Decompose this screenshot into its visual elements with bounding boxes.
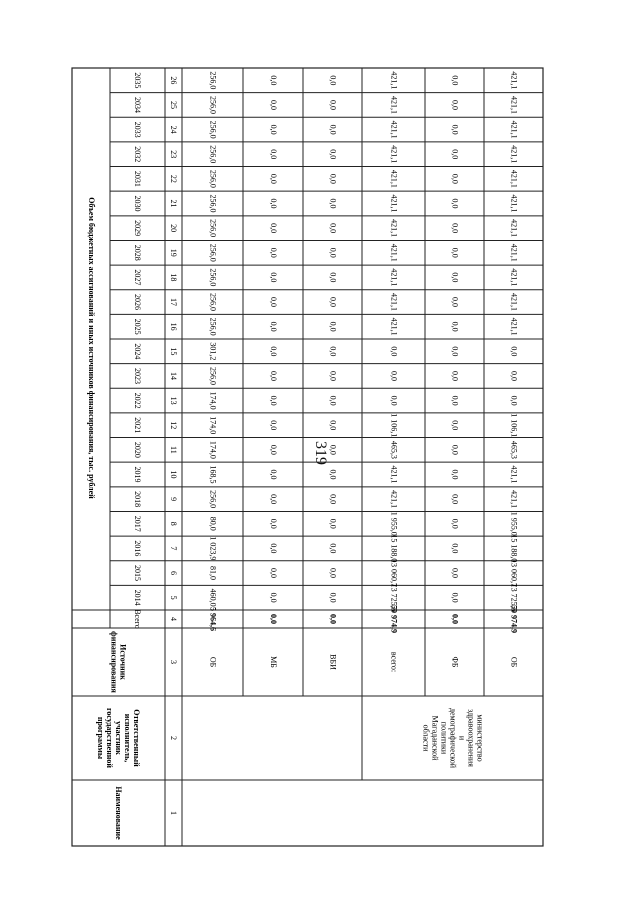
row-1-source: ОБ xyxy=(208,656,218,668)
row-4-value-2015: 13 060,7 xyxy=(389,559,399,588)
column-number-6: 6 xyxy=(169,571,179,576)
row-1-value-2028: 256,0 xyxy=(208,243,218,262)
row-5-value-2017: 0,0 xyxy=(450,518,460,529)
column-number-9: 9 xyxy=(169,497,179,502)
row-4-value-2016: 15 188,0 xyxy=(389,534,399,563)
header-name: Наименование xyxy=(114,786,124,840)
row-1-value-2016: 1 023,9 xyxy=(208,536,218,561)
row-1-value-2018: 256,0 xyxy=(208,490,218,509)
row-6-source: ОБ xyxy=(509,656,519,668)
row-5-value-2033: 0,0 xyxy=(450,124,460,135)
row-1-value-2014: 460,0 xyxy=(208,588,218,607)
row-6-value-2033: 421,1 xyxy=(509,120,519,139)
year-label-2035: 2035 xyxy=(133,72,143,89)
row-2-value-2017: 0,0 xyxy=(269,518,279,529)
header-executor-line: программы xyxy=(96,716,106,760)
column-number-24: 24 xyxy=(169,125,179,134)
row-2-total: 0,0 xyxy=(269,614,279,624)
row-2-value-2025: 0,0 xyxy=(269,321,279,332)
row-3-value-2034: 0,0 xyxy=(328,99,338,110)
column-number-8: 8 xyxy=(169,521,179,526)
row-3-value-2019: 0,0 xyxy=(328,469,338,480)
row-4-value-2018: 421,1 xyxy=(389,490,399,509)
executor-text-line: политики xyxy=(439,721,449,755)
row-1-value-2030: 256,0 xyxy=(208,194,218,213)
header-source-line: финансирования xyxy=(109,631,119,693)
row-3-value-2032: 0,0 xyxy=(328,149,338,160)
row-5-value-2018: 0,0 xyxy=(450,494,460,505)
year-label-2015: 2015 xyxy=(133,565,143,582)
row-6-value-2015: 13 060,7 xyxy=(509,559,519,588)
header-source-line: Источник xyxy=(118,644,128,680)
year-label-2014: 2014 xyxy=(133,589,143,606)
year-label-2023: 2023 xyxy=(133,367,143,384)
column-number-21: 21 xyxy=(169,199,179,208)
row-3-value-2025: 0,0 xyxy=(328,321,338,332)
row-4-value-2030: 421,1 xyxy=(389,194,399,213)
row-6-value-2022: 0,0 xyxy=(509,395,519,406)
row-3-value-2026: 0,0 xyxy=(328,297,338,308)
column-number-18: 18 xyxy=(169,273,179,282)
row-5-source: ФБ xyxy=(450,656,460,668)
row-1-value-2019: 168,5 xyxy=(208,465,218,484)
column-number-2: 2 xyxy=(169,736,179,740)
row-3-value-2028: 0,0 xyxy=(328,247,338,258)
column-number-11: 11 xyxy=(169,446,179,454)
row-6-total: 50 974,9 xyxy=(509,605,519,633)
row-1-total: 5 964,6 xyxy=(208,607,218,631)
row-6-value-2026: 421,1 xyxy=(509,293,519,312)
row-4-value-2028: 421,1 xyxy=(389,243,399,262)
row-1-value-2024: 301,2 xyxy=(208,342,218,361)
row-2-value-2026: 0,0 xyxy=(269,297,279,308)
row-1-value-2033: 256,0 xyxy=(208,120,218,139)
row-6-value-2023: 0,0 xyxy=(509,370,519,381)
row-3-value-2022: 0,0 xyxy=(328,395,338,406)
row-1-value-2035: 256,0 xyxy=(208,71,218,90)
row-4-value-2027: 421,1 xyxy=(389,268,399,287)
row-6-value-2019: 421,1 xyxy=(509,465,519,484)
row-2-value-2015: 0,0 xyxy=(269,568,279,579)
year-label-2031: 2031 xyxy=(133,170,143,187)
row-4-value-2035: 421,1 xyxy=(389,71,399,90)
row-5-value-2014: 0,0 xyxy=(450,592,460,603)
column-number-13: 13 xyxy=(169,396,179,405)
row-6-value-2017: 1 955,0 xyxy=(509,511,519,536)
executor-text-line: области xyxy=(421,724,431,752)
column-number-4: 4 xyxy=(169,617,179,621)
row-5-value-2022: 0,0 xyxy=(450,395,460,406)
year-label-2022: 2022 xyxy=(133,392,143,409)
row-3-value-2018: 0,0 xyxy=(328,494,338,505)
row-3-value-2021: 0,0 xyxy=(328,420,338,431)
row-5-value-2032: 0,0 xyxy=(450,149,460,160)
row-2-value-2022: 0,0 xyxy=(269,395,279,406)
row-2-value-2019: 0,0 xyxy=(269,469,279,480)
year-label-2027: 2027 xyxy=(133,269,143,286)
row-2-value-2020: 0,0 xyxy=(269,444,279,455)
executor-text xyxy=(422,708,485,769)
row-6-value-2014: 13 725,5 xyxy=(509,583,519,612)
row-4-value-2017: 1 955,0 xyxy=(389,511,399,536)
year-label-2032: 2032 xyxy=(133,146,143,163)
row-5-value-2025: 0,0 xyxy=(450,321,460,332)
row-3-value-2027: 0,0 xyxy=(328,272,338,283)
column-number-15: 15 xyxy=(169,347,179,356)
row-6-value-2025: 421,1 xyxy=(509,317,519,336)
column-number-16: 16 xyxy=(169,322,179,331)
header-source xyxy=(110,631,128,693)
row-3-value-2023: 0,0 xyxy=(328,370,338,381)
row-4-value-2032: 421,1 xyxy=(389,145,399,164)
page-number: 319 xyxy=(312,441,329,465)
row-5-value-2023: 0,0 xyxy=(450,370,460,381)
header-executor-line: Ответственный xyxy=(132,709,142,767)
row-6-value-2030: 421,1 xyxy=(509,194,519,213)
executor-text-line: Магаданской xyxy=(430,715,440,761)
year-label-2016: 2016 xyxy=(133,540,143,557)
row-3-value-2014: 0,0 xyxy=(328,592,338,603)
column-number-10: 10 xyxy=(169,470,179,479)
row-2-value-2027: 0,0 xyxy=(269,272,279,283)
row-2-value-2018: 0,0 xyxy=(269,494,279,505)
row-6-value-2021: 1 106,1 xyxy=(509,413,519,438)
row-3-value-2020: 0,0 xyxy=(328,444,338,455)
row-4-value-2020: 465,3 xyxy=(389,440,399,459)
column-number-19: 19 xyxy=(169,248,179,257)
row-1-value-2023: 256,0 xyxy=(208,366,218,385)
year-label-2029: 2029 xyxy=(133,220,143,237)
row-3-value-2017: 0,0 xyxy=(328,518,338,529)
row-6-value-2029: 421,1 xyxy=(509,219,519,238)
row-5-value-2020: 0,0 xyxy=(450,444,460,455)
row-1-value-2022: 174,0 xyxy=(208,391,218,410)
row-4-total: 50 974,9 xyxy=(389,605,399,633)
year-label-2025: 2025 xyxy=(133,318,143,335)
row-3-value-2029: 0,0 xyxy=(328,223,338,234)
row-3-value-2033: 0,0 xyxy=(328,124,338,135)
row-5-value-2035: 0,0 xyxy=(450,75,460,86)
year-label-2030: 2030 xyxy=(133,195,143,212)
column-number-7: 7 xyxy=(169,546,179,551)
column-number-26: 26 xyxy=(169,76,179,85)
column-number-1: 1 xyxy=(169,811,179,815)
column-number-17: 17 xyxy=(169,298,179,307)
year-label-2033: 2033 xyxy=(133,121,143,138)
column-number-23: 23 xyxy=(169,150,179,159)
header-executor xyxy=(96,708,141,768)
row-2-value-2014: 0,0 xyxy=(269,592,279,603)
row-1-value-2017: 80,0 xyxy=(208,516,218,531)
row-5-total: 0,0 xyxy=(450,614,460,624)
row-6-value-2027: 421,1 xyxy=(509,268,519,287)
year-label-2028: 2028 xyxy=(133,244,143,261)
year-label-2034: 2034 xyxy=(133,96,143,113)
header-total: Всего xyxy=(133,609,143,629)
row-2-value-2029: 0,0 xyxy=(269,223,279,234)
row-4-value-2024: 0,0 xyxy=(389,346,399,357)
row-4-source: всего: xyxy=(389,651,399,673)
header-executor-line: государственной xyxy=(105,707,115,769)
row-3-total: 0,0 xyxy=(328,614,338,624)
row-1-value-2015: 81,0 xyxy=(208,566,218,581)
row-1-value-2029: 256,0 xyxy=(208,219,218,238)
year-label-2024: 2024 xyxy=(133,343,143,360)
row-5-value-2015: 0,0 xyxy=(450,568,460,579)
row-4-value-2023: 0,0 xyxy=(389,370,399,381)
row-5-value-2031: 0,0 xyxy=(450,173,460,184)
executor-text-line: демографической xyxy=(448,707,458,769)
row-2-value-2023: 0,0 xyxy=(269,370,279,381)
header-executor-line: исполнитель, xyxy=(123,713,133,763)
row-5-value-2028: 0,0 xyxy=(450,247,460,258)
row-2-source: МБ xyxy=(269,656,279,668)
row-2-value-2030: 0,0 xyxy=(269,198,279,209)
row-6-value-2032: 421,1 xyxy=(509,145,519,164)
executor-text-line: и xyxy=(457,735,467,741)
column-number-22: 22 xyxy=(169,174,179,183)
row-2-value-2016: 0,0 xyxy=(269,543,279,554)
row-3-value-2031: 0,0 xyxy=(328,173,338,184)
row-5-value-2024: 0,0 xyxy=(450,346,460,357)
row-1-value-2032: 256,0 xyxy=(208,145,218,164)
row-4-value-2034: 421,1 xyxy=(389,95,399,114)
column-number-3: 3 xyxy=(169,660,179,664)
row-5-value-2027: 0,0 xyxy=(450,272,460,283)
row-5-value-2030: 0,0 xyxy=(450,198,460,209)
row-4-value-2029: 421,1 xyxy=(389,219,399,238)
row-4-value-2019: 421,1 xyxy=(389,465,399,484)
row-4-value-2033: 421,1 xyxy=(389,120,399,139)
row-4-value-2021: 1 106,1 xyxy=(389,413,399,438)
row-6-value-2031: 421,1 xyxy=(509,169,519,188)
row-2-value-2035: 0,0 xyxy=(269,75,279,86)
row-2-value-2032: 0,0 xyxy=(269,149,279,160)
row-4-value-2014: 13 725,5 xyxy=(389,583,399,612)
column-number-25: 25 xyxy=(169,100,179,109)
row-5-value-2034: 0,0 xyxy=(450,99,460,110)
row-1-value-2031: 256,0 xyxy=(208,169,218,188)
year-label-2018: 2018 xyxy=(133,491,143,508)
executor-text-line: министерство xyxy=(475,714,485,762)
row-6-value-2035: 421,1 xyxy=(509,71,519,90)
year-label-2026: 2026 xyxy=(133,294,143,311)
row-2-value-2033: 0,0 xyxy=(269,124,279,135)
row-6-value-2028: 421,1 xyxy=(509,243,519,262)
row-3-value-2016: 0,0 xyxy=(328,543,338,554)
row-1-value-2034: 256,0 xyxy=(208,95,218,114)
row-5-value-2019: 0,0 xyxy=(450,469,460,480)
row-4-value-2031: 421,1 xyxy=(389,169,399,188)
column-number-14: 14 xyxy=(169,371,179,380)
column-number-20: 20 xyxy=(169,224,179,233)
row-2-value-2028: 0,0 xyxy=(269,247,279,258)
row-6-value-2016: 15 188,0 xyxy=(509,534,519,563)
row-4-value-2025: 421,1 xyxy=(389,317,399,336)
row-1-value-2020: 174,0 xyxy=(208,440,218,459)
row-6-value-2020: 465,3 xyxy=(509,440,519,459)
row-1-value-2025: 256,0 xyxy=(208,317,218,336)
row-1-value-2027: 256,0 xyxy=(208,268,218,287)
header-executor-line: участник xyxy=(114,721,124,755)
row-6-value-2034: 421,1 xyxy=(509,95,519,114)
year-label-2019: 2019 xyxy=(133,466,143,483)
row-5-value-2026: 0,0 xyxy=(450,297,460,308)
row-4-value-2026: 421,1 xyxy=(389,293,399,312)
row-3-value-2024: 0,0 xyxy=(328,346,338,357)
column-number-5: 5 xyxy=(169,595,179,600)
row-5-value-2016: 0,0 xyxy=(450,543,460,554)
row-3-value-2015: 0,0 xyxy=(328,568,338,579)
year-label-2020: 2020 xyxy=(133,441,143,458)
row-1-value-2026: 256,0 xyxy=(208,293,218,312)
row-6-value-2018: 421,1 xyxy=(509,490,519,509)
row-2-value-2021: 0,0 xyxy=(269,420,279,431)
row-6-value-2024: 0,0 xyxy=(509,346,519,357)
row-2-value-2031: 0,0 xyxy=(269,173,279,184)
executor-text-line: здравоохранения xyxy=(466,709,476,767)
column-number-12: 12 xyxy=(169,421,179,430)
year-label-2017: 2017 xyxy=(133,515,143,532)
year-label-2021: 2021 xyxy=(133,417,143,434)
row-4-value-2022: 0,0 xyxy=(389,395,399,406)
row-2-value-2024: 0,0 xyxy=(269,346,279,357)
row-5-value-2029: 0,0 xyxy=(450,223,460,234)
row-3-value-2030: 0,0 xyxy=(328,198,338,209)
row-1-value-2021: 174,0 xyxy=(208,416,218,435)
row-5-value-2021: 0,0 xyxy=(450,420,460,431)
row-3-value-2035: 0,0 xyxy=(328,75,338,86)
row-3-source: ВБИ xyxy=(328,654,338,670)
header-volume: Объем бюджетных ассигнований и иных источников финансирования, тыс. рублей xyxy=(87,197,97,499)
row-2-value-2034: 0,0 xyxy=(269,99,279,110)
